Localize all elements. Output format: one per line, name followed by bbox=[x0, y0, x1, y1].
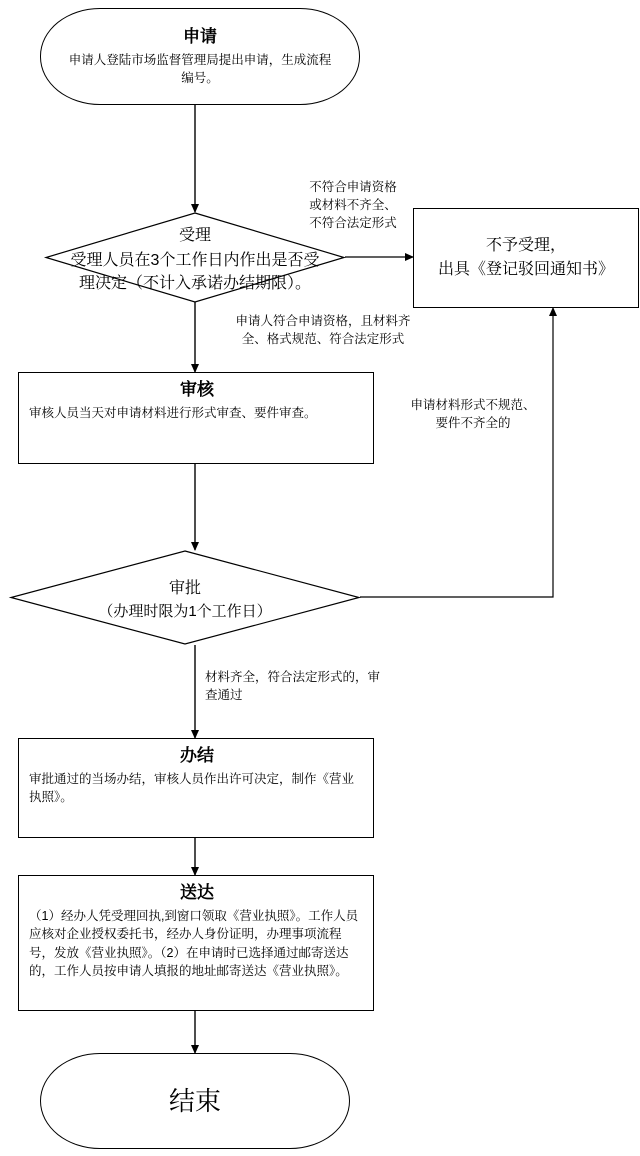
node-deliver-body: （1）经办人凭受理回执,到窗口领取《营业执照》。工作人员应核对企业授权委托书，经办人身份证明，办理事项流程号，发放《营业执照》。（2）在申请时已选择通过邮寄送达的，工作人员按申请人填报的地址邮寄送达《营业执照》。 bbox=[29, 909, 359, 978]
node-deliver-title: 送达 bbox=[180, 883, 214, 902]
node-accept-body: 受理人员在3个工作日内作出是否受理决定（不计入承诺办结期限）。 bbox=[70, 252, 320, 292]
node-finish-title: 办结 bbox=[180, 746, 214, 765]
edge-label-qualified-line-1: 申请人符合申请资格，且材料齐 bbox=[235, 314, 411, 328]
node-review-title: 审核 bbox=[180, 380, 214, 399]
edge-label-not-qualified bbox=[283, 178, 423, 232]
node-finish[interactable] bbox=[18, 738, 374, 838]
edge-label-passed bbox=[205, 668, 440, 704]
edge-label-irregular bbox=[388, 396, 558, 432]
node-end[interactable] bbox=[40, 1053, 350, 1149]
edge-label-passed-line-1: 材料齐全，符合法定形式的，审 bbox=[205, 670, 381, 684]
edge-label-not-qualified-line-3: 不符合法定形式 bbox=[309, 216, 397, 231]
edge-label-passed-line-2: 查通过 bbox=[205, 688, 243, 703]
edge-label-irregular-line-1: 申请材料形式不规范、 bbox=[410, 398, 536, 412]
node-approve[interactable] bbox=[10, 550, 360, 645]
node-reject-line2: 出具《登记驳回通知书》 bbox=[437, 261, 614, 278]
node-reject[interactable] bbox=[413, 208, 639, 308]
node-accept-title: 受理 bbox=[178, 227, 211, 244]
edge-label-irregular-line-2: 要件不齐全的 bbox=[435, 416, 511, 431]
node-apply-title: 申请 bbox=[183, 26, 217, 46]
node-end-title: 结束 bbox=[168, 1085, 221, 1116]
node-apply[interactable] bbox=[40, 8, 360, 105]
edge-label-not-qualified-line-1: 不符合申请资格 bbox=[309, 180, 397, 194]
node-approve-title: 审批 bbox=[168, 579, 201, 597]
node-review[interactable] bbox=[18, 372, 374, 464]
node-apply-body: 申请人登陆市场监督管理局提出申请，生成流程编号。 bbox=[68, 53, 332, 86]
node-deliver[interactable] bbox=[18, 875, 374, 1011]
node-reject-line1: 不予受理， bbox=[485, 237, 566, 254]
edge-label-qualified bbox=[208, 312, 438, 348]
edge-label-qualified-line-2: 全、格式规范、符合法定形式 bbox=[241, 332, 405, 347]
node-approve-body: （办理时限为1个工作日） bbox=[98, 602, 272, 620]
node-review-body: 审核人员当天对申请材料进行形式审查、要件审查。 bbox=[29, 406, 317, 421]
node-finish-body: 审批通过的当场办结，审核人员作出许可决定，制作《营业执照》。 bbox=[29, 772, 355, 805]
edge-label-not-qualified-line-2: 或材料不齐全、 bbox=[309, 198, 397, 213]
